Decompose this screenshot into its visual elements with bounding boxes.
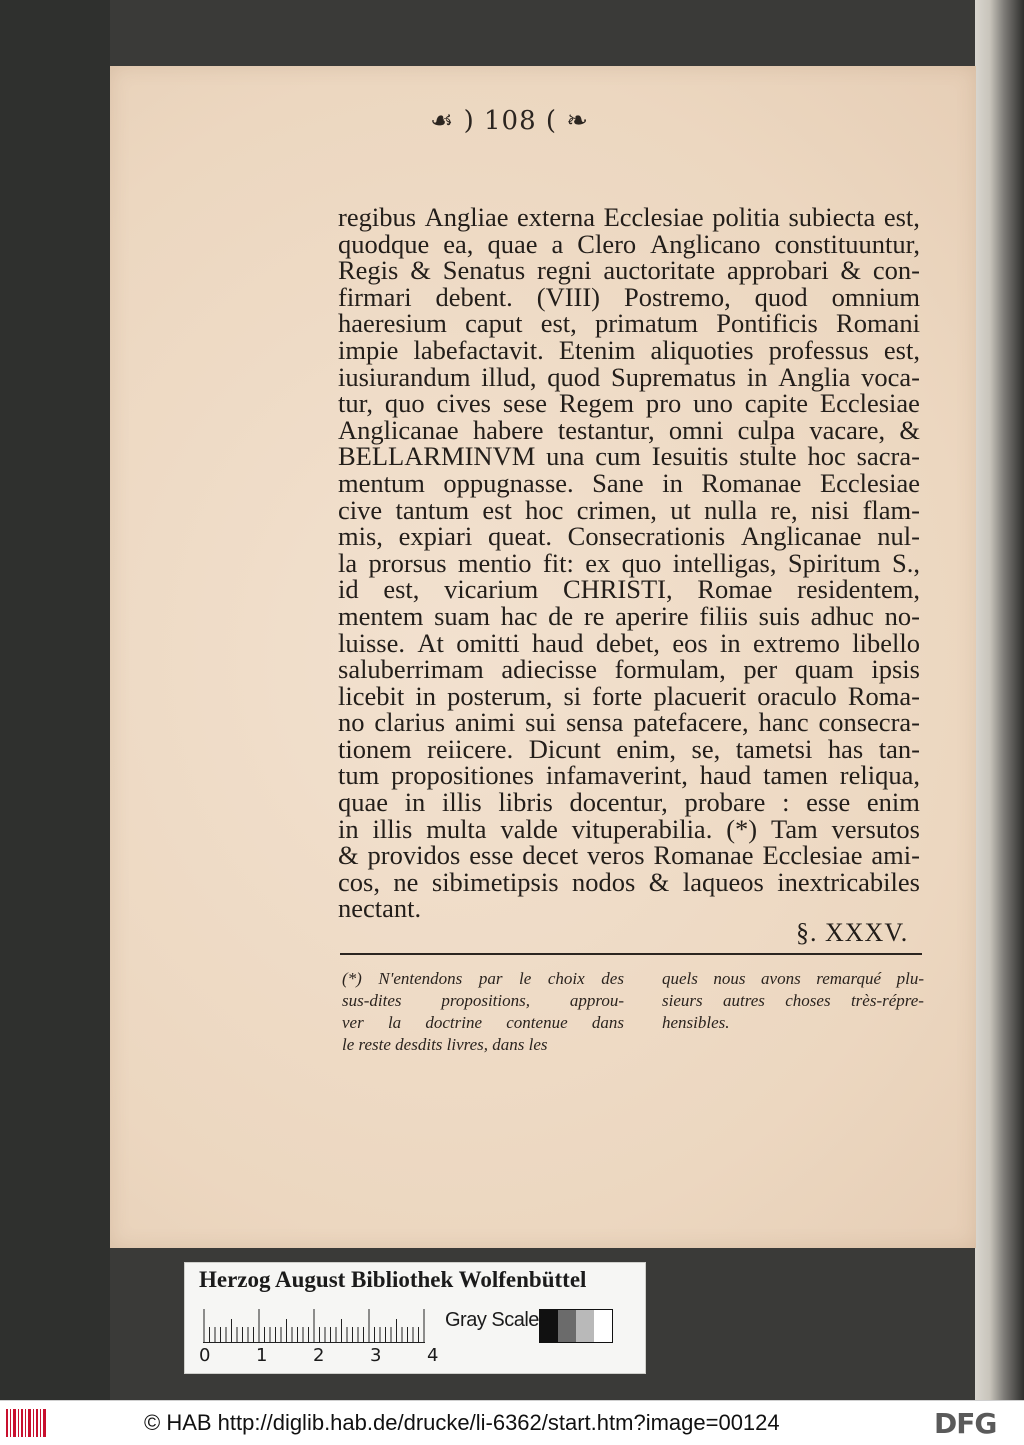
ruler-number: 2	[313, 1345, 325, 1366]
text-line: cive tantum est hoc crimen, ut nulla re, nisi flam-	[338, 494, 920, 525]
text-line: id est, vicarium CHRISTI, Romae residentem,	[338, 574, 920, 605]
text-line: Anglicanae habere testantur, omni culpa vacare, &	[338, 414, 920, 445]
scan-backdrop-left	[0, 0, 110, 1400]
dfg-logo: DFG	[934, 1407, 997, 1440]
ruler	[203, 1307, 425, 1343]
gray-scale-swatch	[539, 1309, 613, 1343]
text-line: & providos esse decet veros Romanae Ecclesiae ami-	[338, 840, 920, 871]
footnote-line: hensibles.	[662, 1013, 730, 1032]
text-line: mis, expiari queat. Consecrationis Anglicanae nul-	[338, 521, 920, 552]
ruler-numbers	[199, 1345, 449, 1369]
text-line: tur, quo cives sese Regem pro uno capite Ecclesiae	[338, 388, 920, 419]
text-line: quodque ea, quae a Clero Anglicano constituuntur,	[338, 228, 920, 259]
footer-bar	[0, 1400, 1024, 1445]
text-line: Regis & Senatus regni auctoritate approbari & con-	[338, 255, 920, 286]
footnote-line: sieurs autres choses très-répre-	[662, 991, 924, 1010]
text-line: cos, ne sibimetipsis nodos & laqueos inextricabiles	[338, 866, 920, 897]
text-line: quae in illis libris docentur, probare : esse enim	[338, 787, 920, 818]
ruler-ticks	[203, 1307, 425, 1343]
scan-backdrop-right	[975, 0, 1024, 1400]
text-line: no clarius animi sui sensa patefacere, hanc consecra-	[338, 707, 920, 738]
ruler-number: 4	[427, 1345, 439, 1366]
text-line: iusiurandum illud, quod Suprematus in Anglia voca-	[338, 361, 920, 392]
footnote-line: sus-dites propositions, approu-	[342, 991, 624, 1010]
gray-swatch-cell	[576, 1310, 594, 1342]
text-line: regibus Angliae externa Ecclesiae politia subiecta est,	[338, 202, 920, 232]
color-target-card	[184, 1262, 646, 1374]
gray-scale-label: Gray Scale	[445, 1309, 539, 1331]
text-line: BELLARMINVM una cum Iesuitis stulte hoc sacra-	[338, 441, 920, 472]
text-line: tionem reiicere. Dicunt enim, se, tametsi has tan-	[338, 733, 920, 764]
footnote-line: le reste desdits livres, dans les	[342, 1035, 548, 1054]
footnote-column-2	[662, 968, 924, 1034]
text-line: luisse. At omitti haud debet, eos in extremo libello	[338, 627, 920, 658]
body-text	[338, 204, 920, 922]
copyright-url: © HAB http://diglib.hab.de/drucke/li-6362/start.htm?image=00124	[144, 1410, 780, 1435]
footnote-line: (*) N'entendons par le choix des	[342, 969, 624, 988]
text-line: in illis multa valde vituperabilia. (*) Tam versutos	[338, 813, 920, 844]
gray-swatch-cell	[558, 1310, 576, 1342]
footnote-rule	[340, 953, 922, 955]
gray-swatch-cell	[594, 1310, 612, 1342]
ruler-number: 1	[256, 1345, 268, 1366]
section-mark: §. XXXV.	[796, 918, 909, 947]
text-line: mentem suam hac de re aperire filiis suis adhuc no-	[338, 600, 920, 631]
running-head-page-number: ☙ ) 108 ( ❧	[430, 106, 590, 136]
text-line: tum propositiones infamaverint, haud tamen reliqua,	[338, 760, 920, 791]
gray-swatch-cell	[540, 1310, 558, 1342]
text-line: saluberrimam adiecisse formulam, per quam ipsis	[338, 654, 920, 685]
barcode-icon	[6, 1409, 46, 1437]
text-line: haeresium caput est, primatum Pontificis Romani	[338, 308, 920, 339]
footnote-column-1	[342, 968, 624, 1056]
library-name: Herzog August Bibliothek Wolfenbüttel	[199, 1267, 587, 1292]
text-line: nectant.	[338, 893, 422, 924]
text-line: la prorsus mentio fit: ex quo intelligas, Spiritum S.,	[338, 547, 920, 578]
footnote-line: ver la doctrine contenue dans	[342, 1013, 624, 1032]
text-line: impie labefactavit. Etenim aliquoties professus est,	[338, 334, 920, 365]
footnote-line: quels nous avons remarqué plu-	[662, 969, 924, 988]
ruler-number: 3	[370, 1345, 382, 1366]
ruler-number: 0	[199, 1345, 211, 1366]
text-line: mentum oppugnasse. Sane in Romanae Ecclesiae	[338, 467, 920, 498]
text-line: licebit in posterum, si forte placuerit oraculo Roma-	[338, 680, 920, 711]
text-line: firmari debent. (VIII) Postremo, quod omnium	[338, 281, 920, 312]
